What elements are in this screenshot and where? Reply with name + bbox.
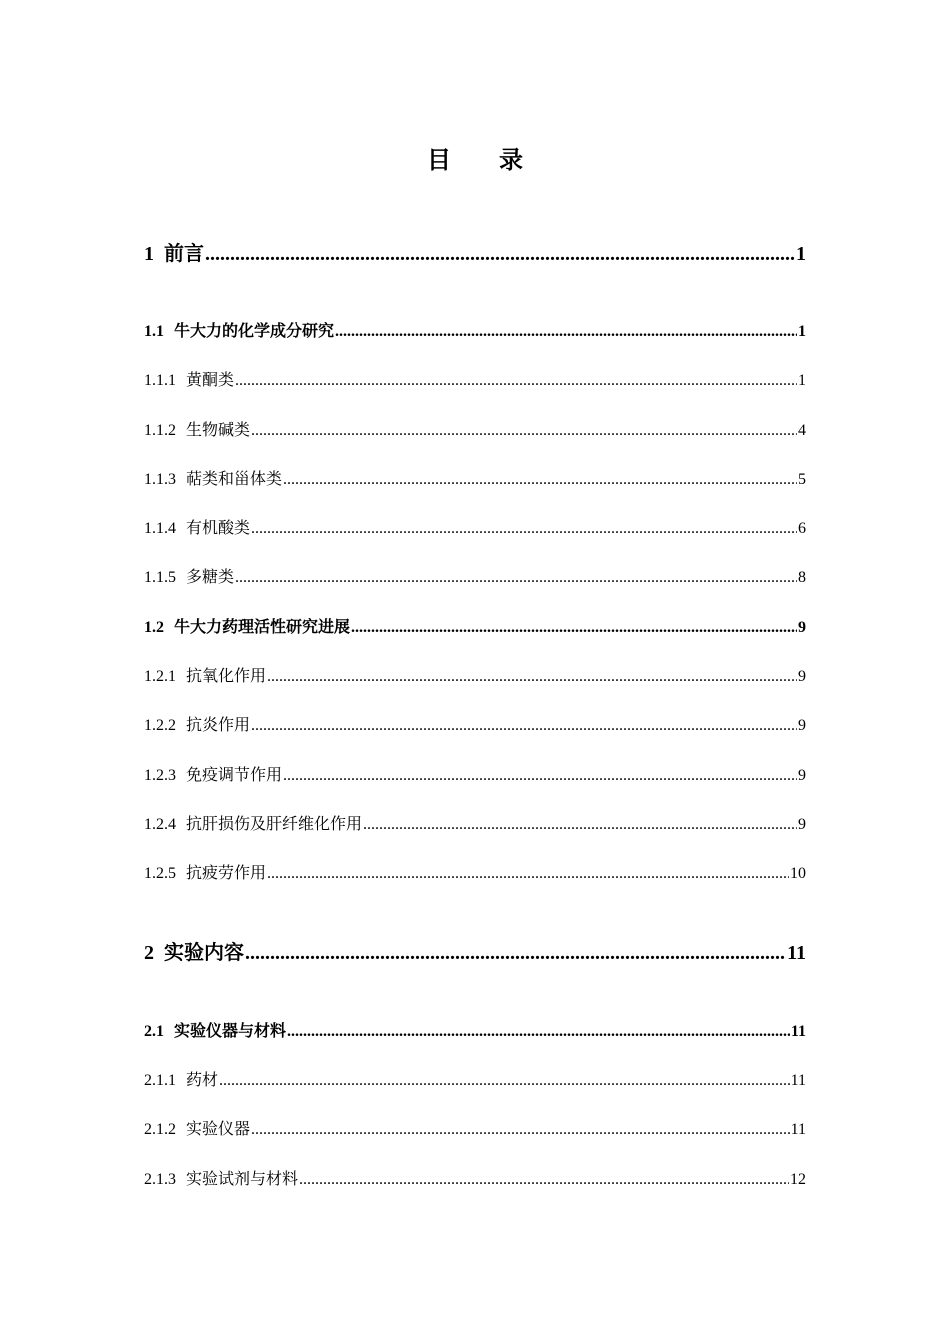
toc-entry-number: 2.1.2 (144, 1121, 176, 1138)
dot-leader (245, 942, 786, 965)
toc-entry-label: 实验仪器与材料 (174, 1023, 287, 1040)
dot-leader (235, 372, 797, 390)
toc-entry-number: 1.2 (144, 619, 164, 636)
toc-entry-label: 抗炎作用 (186, 717, 251, 734)
toc-entry-page: 9 (798, 619, 806, 636)
dot-leader (267, 865, 789, 883)
toc-entry-label: 萜类和甾体类 (186, 471, 283, 488)
dot-leader (299, 1171, 789, 1189)
dot-leader (251, 717, 797, 735)
toc-entry-page: 11 (790, 1121, 806, 1138)
toc-entry-label: 实验仪器 (186, 1121, 251, 1138)
toc-entry[interactable] (144, 564, 806, 587)
dot-leader (287, 1023, 790, 1041)
dot-leader (205, 243, 795, 266)
toc-entry-number: 1.2.5 (144, 865, 176, 882)
toc-entry-page: 9 (798, 668, 806, 685)
toc-entry[interactable] (144, 318, 806, 341)
toc-entry-label: 多糖类 (186, 569, 235, 586)
toc-entry[interactable] (144, 1166, 806, 1189)
toc-entry-number: 2 (144, 942, 154, 964)
toc-entry-number: 1.2.2 (144, 717, 176, 734)
toc-entry[interactable] (144, 1116, 806, 1139)
toc-entry-label: 有机酸类 (186, 520, 251, 537)
toc-entry-label: 黄酮类 (186, 372, 235, 389)
toc-entry-number: 1.2.3 (144, 767, 176, 784)
toc-entry-page: 9 (798, 767, 806, 784)
dot-leader (283, 767, 797, 785)
dot-leader (363, 816, 797, 834)
toc-entry-page: 1 (796, 243, 806, 265)
dot-leader (283, 471, 797, 489)
dot-leader (335, 323, 797, 341)
dot-leader (251, 520, 797, 538)
toc-entry-page: 5 (798, 471, 806, 488)
toc-entry[interactable] (144, 1018, 806, 1041)
toc-entry-label: 免疫调节作用 (186, 767, 283, 784)
toc-entry-label: 牛大力的化学成分研究 (174, 323, 335, 340)
toc-entry-number: 1.2.4 (144, 816, 176, 833)
toc-entry-page: 11 (790, 1072, 806, 1089)
toc-entry-page: 9 (798, 816, 806, 833)
toc-entry[interactable] (144, 936, 806, 965)
toc-entry-page: 11 (790, 1023, 806, 1040)
dot-leader (251, 1121, 790, 1139)
toc-entry[interactable] (144, 237, 806, 266)
toc-entry[interactable] (144, 614, 806, 637)
toc-entry-label: 实验内容 (164, 942, 244, 964)
toc-entry-page: 12 (790, 1171, 806, 1188)
toc-entry-page: 6 (798, 520, 806, 537)
toc-entry-number: 1.1.4 (144, 520, 176, 537)
toc-entry-label: 生物碱类 (186, 422, 251, 439)
toc-entry-number: 1 (144, 243, 154, 265)
toc-entry-number: 2.1 (144, 1023, 164, 1040)
toc-entry[interactable] (144, 811, 806, 834)
toc-entry-page: 10 (790, 865, 806, 882)
toc-entry[interactable] (144, 762, 806, 785)
toc-entry-label: 牛大力药理活性研究进展 (174, 619, 351, 636)
toc-entry-number: 1.1 (144, 323, 164, 340)
toc-entry-page: 11 (787, 942, 806, 964)
toc-entry-label: 药材 (186, 1072, 219, 1089)
toc-entry[interactable] (144, 1067, 806, 1090)
toc-entry-label: 前言 (164, 243, 204, 265)
toc-entry-page: 1 (798, 323, 806, 340)
toc-entry-label: 实验试剂与材料 (186, 1171, 299, 1188)
toc-entry-page: 8 (798, 569, 806, 586)
toc-entry-number: 1.1.3 (144, 471, 176, 488)
toc-entry[interactable] (144, 367, 806, 390)
toc-entry-number: 2.1.1 (144, 1072, 176, 1089)
toc-title: 目录 (427, 148, 571, 174)
toc-entry-number: 1.1.1 (144, 372, 176, 389)
toc-entry-label: 抗疲劳作用 (186, 865, 267, 882)
toc-entry[interactable] (144, 515, 806, 538)
toc-entry-page: 1 (798, 372, 806, 389)
toc-entry-label: 抗肝损伤及肝纤维化作用 (186, 816, 363, 833)
toc-entry-label: 抗氧化作用 (186, 668, 267, 685)
toc-entry[interactable] (144, 860, 806, 883)
toc-entry-number: 1.1.2 (144, 422, 176, 439)
toc-entry-page: 9 (798, 717, 806, 734)
dot-leader (219, 1072, 790, 1090)
toc-entry-number: 1.1.5 (144, 569, 176, 586)
toc-entry-number: 2.1.3 (144, 1171, 176, 1188)
toc-entry[interactable] (144, 663, 806, 686)
toc-entry[interactable] (144, 466, 806, 489)
dot-leader (351, 619, 797, 637)
dot-leader (235, 569, 797, 587)
toc-entry[interactable] (144, 712, 806, 735)
toc-entry-number: 1.2.1 (144, 668, 176, 685)
toc-entry[interactable] (144, 417, 806, 440)
dot-leader (251, 422, 797, 440)
toc-entry-page: 4 (798, 422, 806, 439)
dot-leader (267, 668, 797, 686)
